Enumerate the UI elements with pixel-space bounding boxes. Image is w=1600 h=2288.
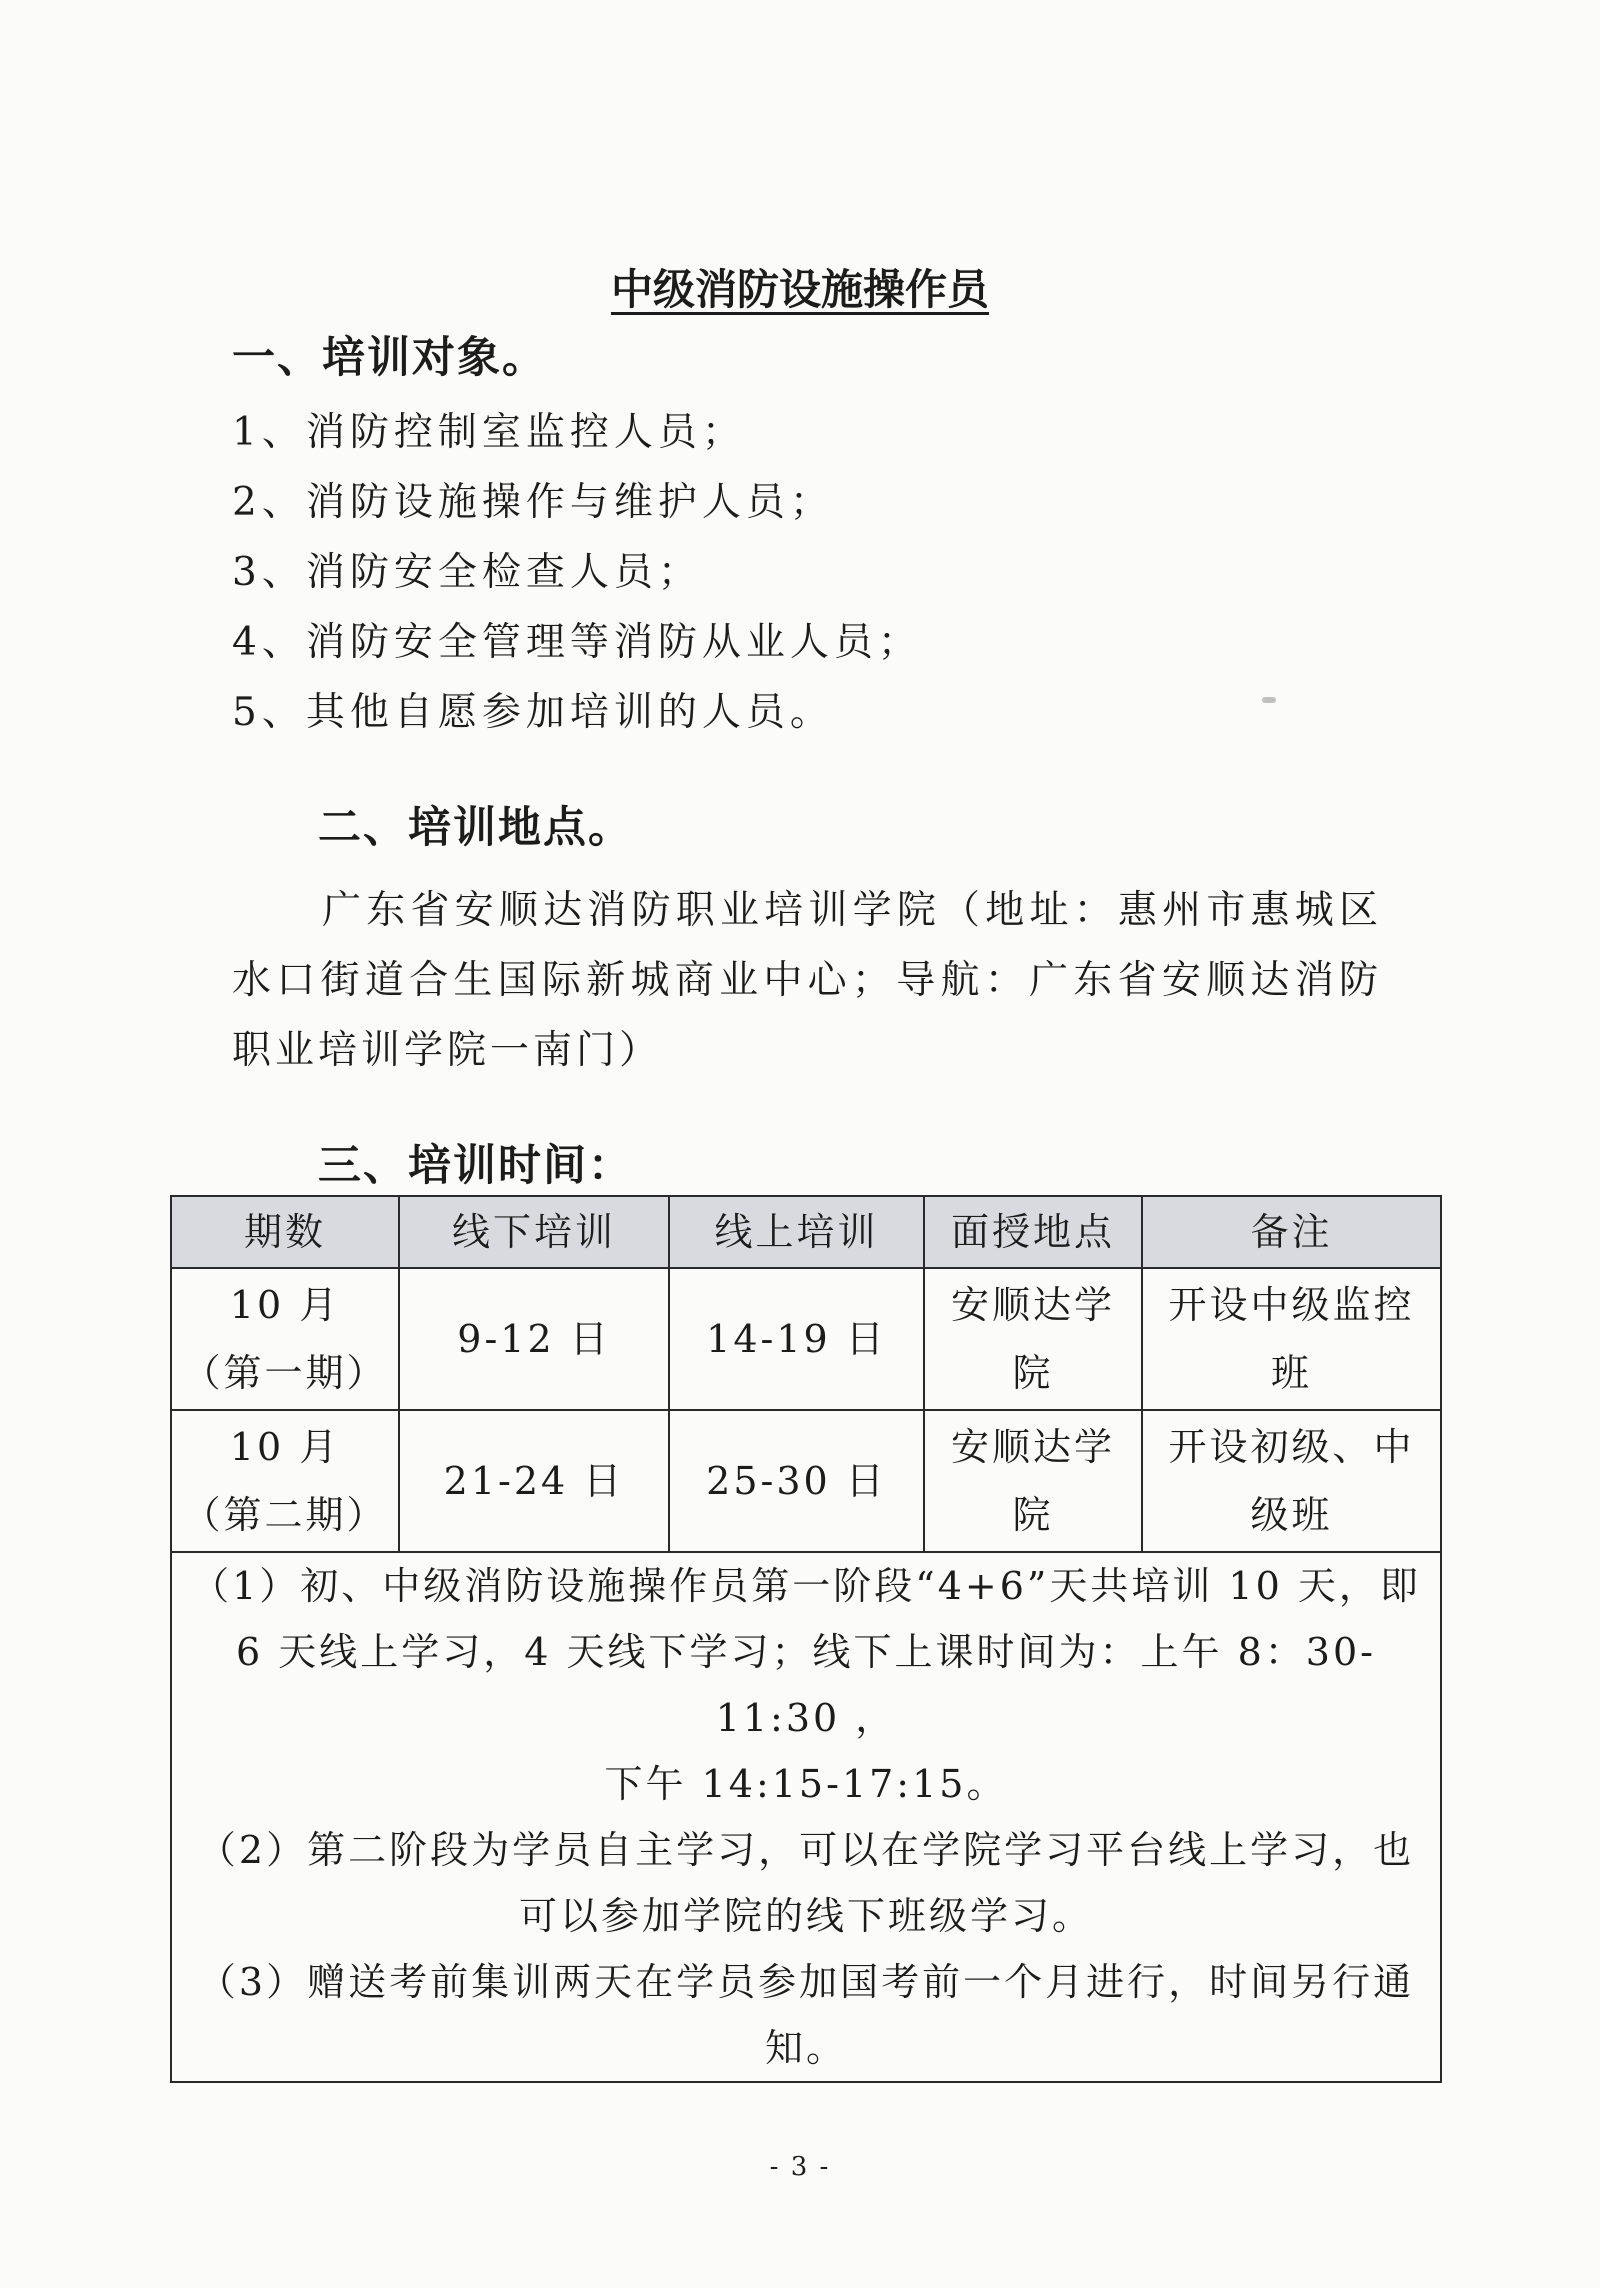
offline-cell: 9-12 日 bbox=[399, 1268, 669, 1410]
period-cell bbox=[171, 1268, 399, 1410]
note-line: （2）第二阶段为学员自主学习，可以在学院学习平台线上学习，也 bbox=[197, 1828, 1415, 1872]
offline-cell: 21-24 日 bbox=[399, 1410, 669, 1552]
online-cell: 14-19 日 bbox=[669, 1268, 924, 1410]
target-item: 5、其他自愿参加培训的人员。 bbox=[232, 690, 834, 735]
section-heading-time: 三、培训时间： bbox=[318, 1141, 633, 1191]
table-row bbox=[171, 1410, 1441, 1552]
note-line: 下午 14:15-17:15。 bbox=[604, 1762, 1008, 1806]
document-title: 中级消防设施操作员 bbox=[610, 265, 989, 314]
period-month: 10 月 bbox=[229, 1425, 341, 1469]
target-item: 4、消防安全管理等消防从业人员； bbox=[232, 620, 922, 665]
table-notes-row bbox=[171, 1552, 1441, 2082]
remark-cell bbox=[1142, 1410, 1441, 1552]
period-cell bbox=[171, 1410, 399, 1552]
location-cell bbox=[924, 1268, 1142, 1410]
header-location: 面授地点 bbox=[924, 1196, 1142, 1268]
table-row bbox=[171, 1268, 1441, 1410]
header-offline: 线下培训 bbox=[399, 1196, 669, 1268]
location-paragraph: 广东省安顺达消防职业培训学院（地址：惠州市惠城区水口街道合生国际新城商业中心；导航：广东省安顺达消防职业培训学院一南门） bbox=[232, 888, 1382, 1073]
target-item: 3、消防安全检查人员； bbox=[232, 550, 702, 595]
page-number: - 3 - bbox=[769, 2152, 831, 2182]
target-item: 2、消防设施操作与维护人员； bbox=[232, 480, 834, 525]
online-cell: 25-30 日 bbox=[669, 1410, 924, 1552]
section-heading-location: 二、培训地点。 bbox=[318, 803, 633, 853]
remark-text: 开设初级、中级班 bbox=[1168, 1425, 1415, 1537]
note-line: 可以参加学院的线下班级学习。 bbox=[518, 1894, 1093, 1938]
notes-cell bbox=[171, 1552, 1441, 2082]
period-name: （第二期） bbox=[182, 1493, 388, 1537]
header-online: 线上培训 bbox=[669, 1196, 924, 1268]
note-line: （3）赠送考前集训两天在学员参加国考前一个月进行，时间另行通 bbox=[197, 1960, 1415, 2004]
note-line: （1）初、中级消防设施操作员第一阶段“4+6”天共培训 10 天，即 6 天线上学习，4 天线下学习；线下上课时间为：上午 8：30-11:30 ， bbox=[191, 1564, 1421, 1740]
scan-speck bbox=[1262, 697, 1276, 703]
location-text: 安顺达学院 bbox=[950, 1425, 1115, 1537]
period-month: 10 月 bbox=[229, 1283, 341, 1327]
note-line: 知。 bbox=[764, 2026, 847, 2070]
section-heading-targets: 一、培训对象。 bbox=[232, 333, 547, 383]
period-name: （第一期） bbox=[182, 1351, 388, 1395]
schedule-table bbox=[170, 1195, 1442, 2083]
header-period: 期数 bbox=[171, 1196, 399, 1268]
location-cell bbox=[924, 1410, 1142, 1552]
location-text: 安顺达学院 bbox=[950, 1283, 1115, 1395]
table-header-row bbox=[171, 1196, 1441, 1268]
header-remark: 备注 bbox=[1142, 1196, 1441, 1268]
remark-text: 开设中级监控班 bbox=[1168, 1283, 1415, 1395]
remark-cell bbox=[1142, 1268, 1441, 1410]
target-item: 1、消防控制室监控人员； bbox=[232, 410, 746, 455]
